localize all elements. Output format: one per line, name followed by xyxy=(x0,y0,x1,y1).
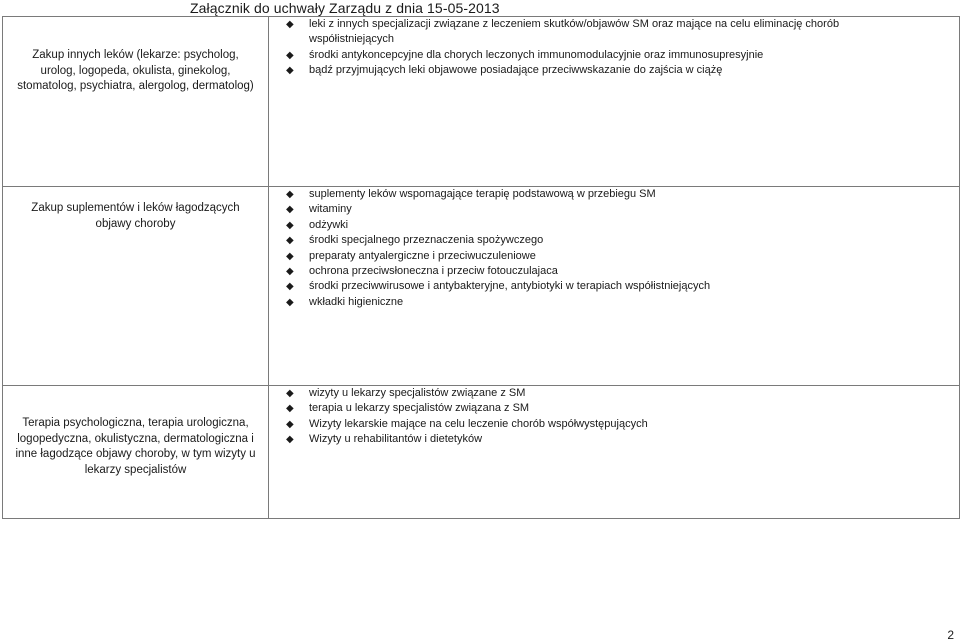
bullet-icon: ◆ xyxy=(286,189,294,200)
benefits-table xyxy=(2,16,960,519)
bullet-icon: ◆ xyxy=(286,388,294,399)
list-item: ◆ Wizyty u rehabilitantów i dietetyków xyxy=(269,432,959,447)
category-label: Zakup innych leków (lekarze: psycholog, urolog, logopeda, okulista, ginekolog, stomatolog, psychiatra, alergolog, dermatolog) xyxy=(17,49,254,92)
list-item: ◆ ochrona przeciwsłoneczna i przeciw fotouczulajaca xyxy=(269,264,959,279)
bullet-icon: ◆ xyxy=(286,296,294,308)
list-item: ◆ leki z innych specjalizacji związane z leczeniem skutków/objawów SM oraz mające na celu eliminację chorób współistniejących xyxy=(286,18,840,46)
bullet-icon: ◆ xyxy=(286,49,294,61)
table-row xyxy=(3,17,960,187)
items-cell xyxy=(269,17,960,187)
item-list xyxy=(269,187,959,310)
bullet-icon: ◆ xyxy=(286,219,294,231)
list-item: ◆ witaminy xyxy=(269,202,959,217)
list-item: ◆ wizyty u lekarzy specjalistów związane z SM xyxy=(269,386,959,401)
category-label: Terapia psychologiczna, terapia urologiczna, logopedyczna, okulistyczna, dermatologiczna i inne łagodzące objawy choroby, w tym wizyty u lekarzy specjalistów xyxy=(15,417,256,476)
items-cell xyxy=(269,386,960,519)
list-item: ◆ terapia u lekarzy specjalistów związana z SM xyxy=(269,401,959,416)
page-number: 2 xyxy=(947,628,954,642)
list-item: ◆ środki antykoncepcyjne dla chorych leczonych immunomodulacyjnie oraz immunosupresyjnie xyxy=(269,48,959,63)
table-row xyxy=(3,187,960,386)
list-item: ◆ środki specjalnego przeznaczenia spożywczego xyxy=(269,233,959,248)
bullet-icon: ◆ xyxy=(286,204,294,216)
category-cell xyxy=(3,386,269,519)
category-label: Zakup suplementów i leków łagodzących objawy choroby xyxy=(31,202,240,230)
bullet-icon: ◆ xyxy=(286,19,294,30)
bullet-icon: ◆ xyxy=(286,434,294,446)
bullet-icon: ◆ xyxy=(286,418,294,430)
list-item: ◆ wkładki higieniczne xyxy=(269,295,959,310)
document-header: Załącznik do uchwały Zarządu z dnia 15-05-2013 xyxy=(190,0,500,16)
table-row xyxy=(3,386,960,519)
items-cell xyxy=(269,187,960,386)
bullet-icon: ◆ xyxy=(286,281,294,293)
list-item: ◆ Wizyty lekarskie mające na celu leczenie chorób współwystępujących xyxy=(269,417,959,432)
item-list xyxy=(269,17,959,79)
list-item: ◆ odżywki xyxy=(269,218,959,233)
bullet-icon: ◆ xyxy=(286,266,294,278)
list-item: ◆ bądź przyjmujących leki objawowe posiadające przeciwwskazanie do zajścia w ciążę xyxy=(269,63,959,78)
bullet-icon: ◆ xyxy=(286,235,294,247)
list-item: ◆ suplementy leków wspomagające terapię podstawową w przebiegu SM xyxy=(269,187,959,202)
bullet-icon: ◆ xyxy=(286,65,294,77)
category-cell xyxy=(3,187,269,386)
category-cell xyxy=(3,17,269,187)
bullet-icon: ◆ xyxy=(286,403,294,415)
list-item: ◆ preparaty antyalergiczne i przeciwuczuleniowe xyxy=(269,249,959,264)
list-item: ◆ środki przeciwwirusowe i antybakteryjne, antybiotyki w terapiach współistniejących xyxy=(269,279,959,294)
item-list xyxy=(269,386,959,448)
bullet-icon: ◆ xyxy=(286,250,294,262)
